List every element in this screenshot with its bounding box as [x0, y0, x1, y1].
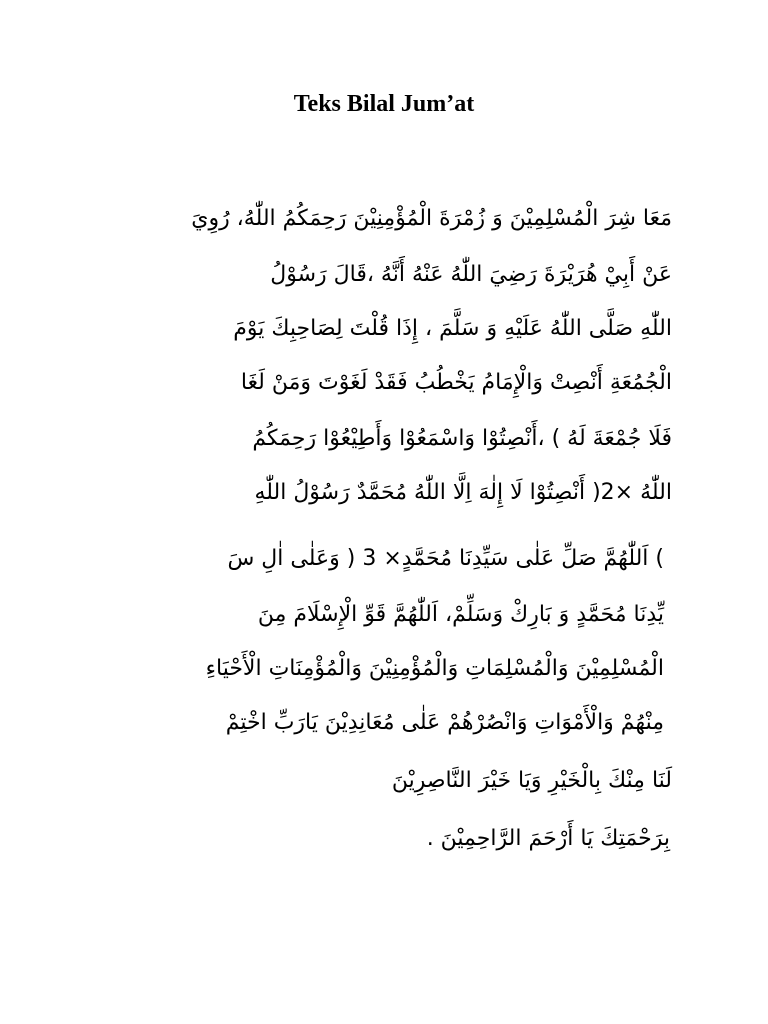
- text-line-9: الْمُسْلِمِيْنَ وَالْمُسْلِمَاتِ وَالْمُؤْمِنِيْنَ وَالْمُؤْمِنَاتِ الْأَحْيَاءِ: [205, 656, 664, 681]
- text-line-5: فَلَا جُمْعَةَ لَهُ ) ،أَنْصِتُوْا وَاسْمَعُوْا وَأَطِيْعُوْا رَحِمَكُمُ: [252, 426, 672, 451]
- document-title: Teks Bilal Jum’at: [293, 91, 475, 117]
- text-line-3: اللّٰهِ صَلَّى اللّٰهُ عَلَيْهِ وَ سَلَّمَ ، إِذَا قُلْتَ لِصَاحِبِكَ يَوْمَ: [233, 316, 672, 341]
- text-line-11: لَنَا مِنْكَ بِالْخَيْرِ وَيَا خَيْرَ النَّاصِرِيْنَ: [391, 768, 672, 793]
- text-line-2: عَنْ أَبِيْ هُرَيْرَةَ رَضِيَ اللّٰهُ عَنْهُ أَنَّهُ ،قَالَ رَسُوْلُ: [270, 262, 672, 287]
- text-line-6: اللّٰهُ ×2( أَنْصِتُوْا لَا إِلٰهَ اِلَّا اللّٰهُ مُحَمَّدٌ رَسُوْلُ اللّٰهِ: [254, 480, 672, 505]
- text-line-8: يِّدِنَا مُحَمَّدٍ وَ بَارِكْ وَسَلِّمْ، اَللّٰهُمَّ قَوِّ الْإِسْلَامَ مِنَ: [257, 602, 664, 627]
- text-line-1: مَعَا شِرَ الْمُسْلِمِيْنَ وَ زُمْرَةَ الْمُؤْمِنِيْنَ رَحِمَكُمُ اللّٰهُ، رُوِيَ: [191, 206, 672, 231]
- text-line-7: ) اَللّٰهُمَّ صَلِّ عَلٰى سَيِّدِنَا مُحَمَّدٍ× 3 ( وَعَلٰى اٰلِ سَ: [227, 546, 664, 571]
- text-line-10: مِنْهُمْ وَالْأَمْوَاتِ وَانْصُرْهُمْ عَلٰى مُعَانِدِيْنَ يَارَبِّ اخْتِمْ: [225, 710, 664, 735]
- text-line-12: بِرَحْمَتِكَ يَا أَرْحَمَ الرَّاحِمِيْنَ .: [426, 826, 670, 851]
- text-line-4: الْجُمُعَةِ أَنْصِتْ وَالْإِمَامُ يَخْطُبُ فَقَدْ لَغَوْتَ وَمَنْ لَغَا: [240, 370, 672, 395]
